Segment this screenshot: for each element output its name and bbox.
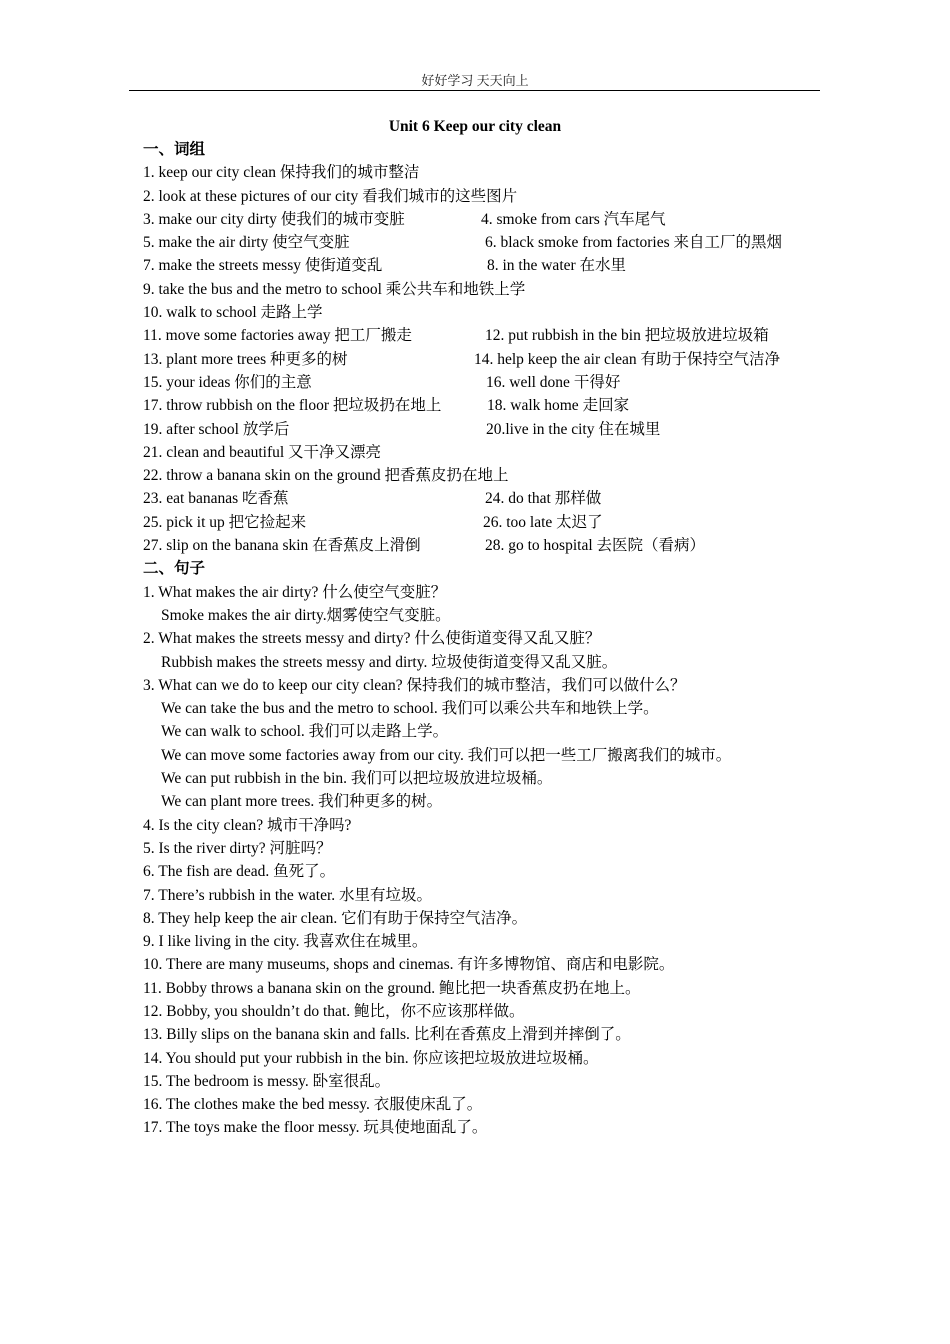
phrase-row xyxy=(143,254,843,277)
phrase-row xyxy=(143,371,843,394)
sentence: 10. There are many museums, shops and cinemas. 有许多博物馆、商店和电影院。 xyxy=(143,956,675,974)
phrase: 1. keep our city clean 保持我们的城市整洁 xyxy=(143,164,420,182)
phrase-row xyxy=(143,464,843,487)
phrase: 26. too late 太迟了 xyxy=(483,513,603,531)
phrase: 15. your ideas 你们的主意 xyxy=(143,373,312,391)
sentence: 7. There’s rubbish in the water. 水里有垃圾。 xyxy=(143,886,433,904)
phrase: 24. do that 那样做 xyxy=(485,490,602,508)
phrase: 3. make our city dirty 使我们的城市变脏 xyxy=(143,210,405,228)
phrase: 13. plant more trees 种更多的树 xyxy=(143,350,348,368)
phrase: 27. slip on the banana skin 在香蕉皮上滑倒 xyxy=(143,537,421,555)
phrase-row xyxy=(143,301,843,324)
sentence: 11. Bobby throws a banana skin on the ground. 鲍比把一块香蕉皮扔在地上。 xyxy=(143,979,641,997)
phrase: 16. well done 干得好 xyxy=(486,373,621,391)
phrase-row xyxy=(143,324,843,347)
sentence: 17. The toys make the floor messy. 玩具使地面乱了。 xyxy=(143,1119,488,1137)
phrase: 4. smoke from cars 汽车尾气 xyxy=(481,210,666,228)
sentence: 12. Bobby, you shouldn’t do that. 鲍比，你不应该那样做。 xyxy=(143,1002,525,1020)
page-header: 好好学习 天天向上 xyxy=(421,73,529,88)
sentence: 1. What makes the air dirty? 什么使空气变脏？ xyxy=(143,583,447,601)
phrase-row xyxy=(143,418,843,441)
phrase: 23. eat bananas 吃香蕉 xyxy=(143,490,289,508)
phrase-row xyxy=(143,348,843,371)
phrase-row xyxy=(143,278,843,301)
sentence: 5. Is the river dirty? 河脏吗？ xyxy=(143,839,332,857)
sentence: We can take the bus and the metro to school. 我们可以乘公共车和地铁上学。 xyxy=(161,700,659,718)
phrase-row xyxy=(143,534,843,557)
sentence: We can put rubbish in the bin. 我们可以把垃圾放进垃圾桶。 xyxy=(161,770,553,788)
sentence: 13. Billy slips on the banana skin and falls. 比利在香蕉皮上滑到并摔倒了。 xyxy=(143,1026,631,1044)
phrase: 21. clean and beautiful 又干净又漂亮 xyxy=(143,443,382,461)
sentence: We can move some factories away from our city. 我们可以把一些工厂搬离我们的城市。 xyxy=(161,746,732,764)
phrase-row xyxy=(143,185,843,208)
phrase-row xyxy=(143,441,843,464)
phrase: 28. go to hospital 去医院（看病） xyxy=(485,537,706,555)
phrase: 25. pick it up 把它捡起来 xyxy=(143,513,307,531)
phrase: 11. move some factories away 把工厂搬走 xyxy=(143,327,412,345)
sentence: 4. Is the city clean? 城市干净吗? xyxy=(143,816,352,834)
sentence: 6. The fish are dead. 鱼死了。 xyxy=(143,863,336,881)
sentence: We can plant more trees. 我们种更多的树。 xyxy=(161,793,443,811)
sentence: 16. The clothes make the bed messy. 衣服使床乱了。 xyxy=(143,1096,483,1114)
sentence: 3. What can we do to keep our city clean? 保持我们的城市整洁，我们可以做什么？ xyxy=(143,676,686,694)
phrase: 17. throw rubbish on the floor 把垃圾扔在地上 xyxy=(143,397,442,415)
header-divider xyxy=(129,90,820,91)
phrase-row xyxy=(143,394,843,417)
phrase-row xyxy=(143,208,843,231)
phrase: 12. put rubbish in the bin 把垃圾放进垃圾箱 xyxy=(485,327,769,345)
phrase: 5. make the air dirty 使空气变脏 xyxy=(143,234,350,252)
document-body xyxy=(143,138,843,1140)
phrase: 20.live in the city 住在城里 xyxy=(486,420,661,438)
sentence: 14. You should put your rubbish in the bin. 你应该把垃圾放进垃圾桶。 xyxy=(143,1049,599,1067)
phrase: 6. black smoke from factories 来自工厂的黑烟 xyxy=(485,234,783,252)
sentence: 2. What makes the streets messy and dirty? 什么使街道变得又乱又脏？ xyxy=(143,630,601,648)
phrase: 2. look at these pictures of our city 看我们城市的这些图片 xyxy=(143,187,518,205)
sentence: 15. The bedroom is messy. 卧室很乱。 xyxy=(143,1072,391,1090)
sentence: 8. They help keep the air clean. 它们有助于保持空气洁净。 xyxy=(143,909,528,927)
sentence: 9. I like living in the city. 我喜欢住在城里。 xyxy=(143,933,428,951)
phrase: 10. walk to school 走路上学 xyxy=(143,304,323,322)
document-title: Unit 6 Keep our city clean xyxy=(388,118,562,135)
section-heading-sentences: 二、句子 xyxy=(143,560,206,578)
phrase: 22. throw a banana skin on the ground 把香蕉皮扔在地上 xyxy=(143,467,509,485)
phrase: 14. help keep the air clean 有助于保持空气洁净 xyxy=(474,350,781,368)
phrase: 19. after school 放学后 xyxy=(143,420,290,438)
sentence: We can walk to school. 我们可以走路上学。 xyxy=(161,723,449,741)
phrase-row xyxy=(143,161,843,184)
phrase: 9. take the bus and the metro to school 乘公共车和地铁上学 xyxy=(143,280,526,298)
phrase-row xyxy=(143,511,843,534)
phrase-row xyxy=(143,231,843,254)
sentence: Smoke makes the air dirty.烟雾使空气变脏。 xyxy=(161,606,451,624)
phrase-row xyxy=(143,487,843,510)
phrase: 8. in the water 在水里 xyxy=(487,257,627,275)
phrase: 7. make the streets messy 使街道变乱 xyxy=(143,257,383,275)
sentence: Rubbish makes the streets messy and dirty. 垃圾使街道变得又乱又脏。 xyxy=(161,653,618,671)
phrase: 18. walk home 走回家 xyxy=(487,397,630,415)
section-heading-phrases: 一、词组 xyxy=(143,141,206,158)
